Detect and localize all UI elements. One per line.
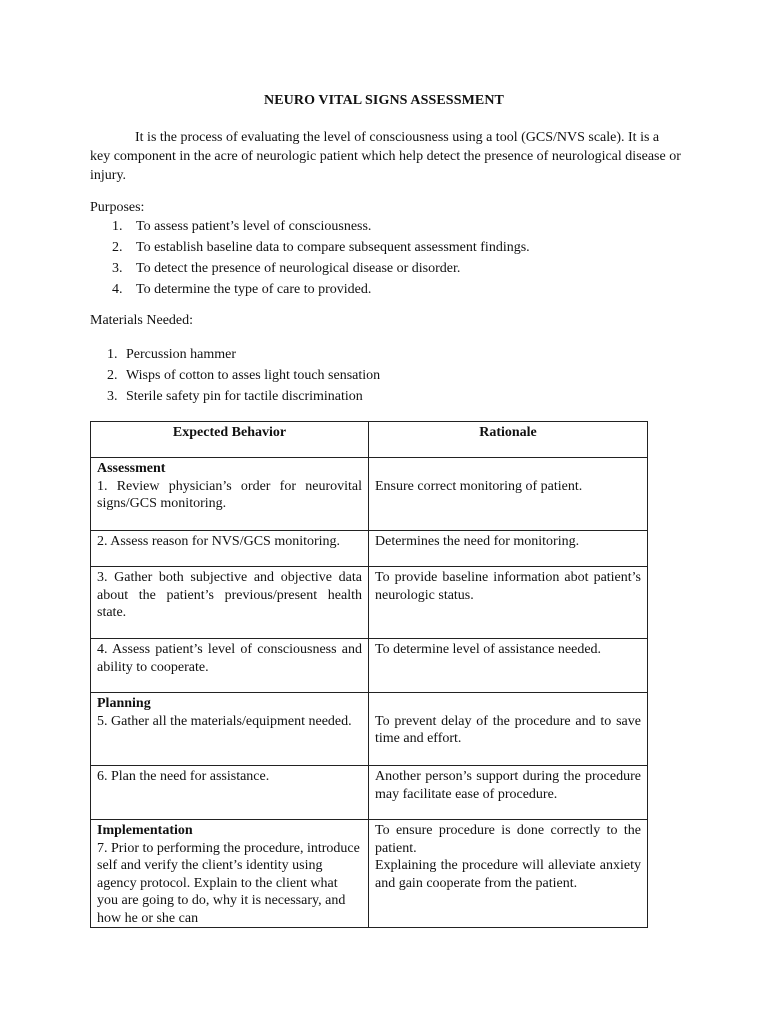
list-text: To determine the type of care to provided. <box>136 282 372 297</box>
table-row <box>91 766 648 820</box>
behavior-text: 4. Assess patient’s level of consciousness and ability to cooperate. <box>97 642 362 675</box>
behavior-text: 7. Prior to performing the procedure, introduce self and verify the client’s identity using agency protocol. Explain to the client what you are going to do, why it is necessary, and how he or she can <box>97 840 360 926</box>
header-rationale: Rationale <box>369 422 648 458</box>
header-expected-behavior: Expected Behavior <box>91 422 369 458</box>
table-row <box>91 531 648 567</box>
list-number: 1. <box>112 219 123 234</box>
procedure-table <box>90 421 648 928</box>
document-title: NEURO VITAL SIGNS ASSESSMENT <box>264 93 504 108</box>
rationale-text: To determine level of assistance needed. <box>375 642 602 657</box>
list-text: Sterile safety pin for tactile discrimination <box>126 389 363 404</box>
behavior-text: 1. Review physician’s order for neurovital signs/GCS monitoring. <box>97 478 362 511</box>
rationale-text: Another person’s support during the procedure may facilitate ease of procedure. <box>375 769 641 802</box>
behavior-text: 3. Gather both subjective and objective data about the patient’s previous/present health state. <box>97 570 362 620</box>
list-text: To detect the presence of neurological disease or disorder. <box>136 261 461 276</box>
list-text: To assess patient’s level of consciousness. <box>136 219 372 234</box>
section-heading-implementation: Implementation <box>97 823 193 838</box>
rationale-text-2: Explaining the procedure will alleviate anxiety and gain cooperate from the patient. <box>375 858 641 891</box>
list-text: Wisps of cotton to asses light touch sensation <box>126 368 381 383</box>
behavior-text: 5. Gather all the materials/equipment needed. <box>97 713 352 729</box>
intro-paragraph: It is the process of evaluating the level of consciousness using a tool (GCS/NVS scale). It is a key component in the acre of neurologic patient which help detect the presence of neurological disease or injury. <box>90 130 681 183</box>
list-number: 3. <box>112 261 123 276</box>
table-row <box>91 639 648 693</box>
section-heading-planning: Planning <box>97 696 151 711</box>
materials-label: Materials Needed: <box>90 313 194 328</box>
rationale-text: To ensure procedure is done correctly to the patient. <box>375 823 641 856</box>
section-heading-assessment: Assessment <box>97 461 166 476</box>
list-text: To establish baseline data to compare subsequent assessment findings. <box>136 240 530 255</box>
table-row <box>91 820 648 928</box>
list-number: 3. <box>107 389 118 404</box>
rationale-text: To prevent delay of the procedure and to save time and effort. <box>375 713 641 746</box>
table-row <box>91 567 648 639</box>
list-number: 2. <box>107 368 118 383</box>
list-number: 1. <box>107 347 118 362</box>
list-number: 4. <box>112 282 123 297</box>
rationale-text: To provide baseline information abot patient’s neurologic status. <box>375 570 641 603</box>
list-text: Percussion hammer <box>126 347 237 362</box>
behavior-text: 6. Plan the need for assistance. <box>97 769 270 784</box>
rationale-text: Determines the need for monitoring. <box>375 534 580 549</box>
list-number: 2. <box>112 240 123 255</box>
table-header-row <box>91 422 648 458</box>
purposes-label: Purposes: <box>90 200 145 215</box>
behavior-text: 2. Assess reason for NVS/GCS monitoring. <box>97 534 341 549</box>
table-row <box>91 693 648 766</box>
table-row <box>91 458 648 531</box>
rationale-text: Ensure correct monitoring of patient. <box>375 478 583 494</box>
